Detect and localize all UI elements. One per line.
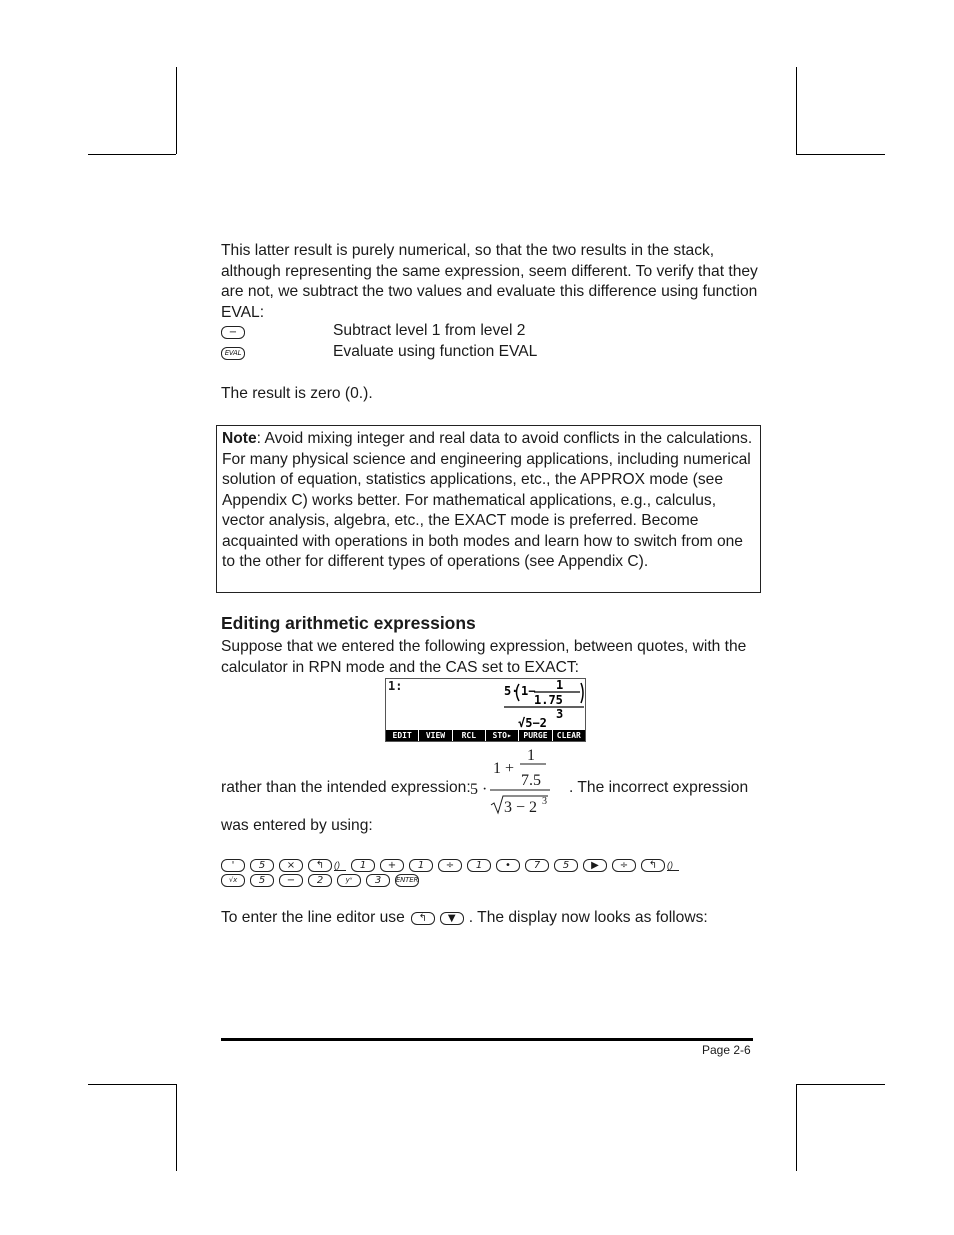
lcd-exp: 3	[556, 707, 564, 721]
intended-formula	[470, 744, 555, 819]
one-key-icon: 1	[409, 859, 433, 872]
parentheses-label-icon: ()	[334, 860, 346, 871]
softkey-menu	[386, 730, 585, 741]
line-editor-prefix: To enter the line editor use	[221, 909, 405, 926]
crop-mark	[796, 1084, 797, 1171]
note-text: : Avoid mixing integer and real data to avoid conflicts in the calculations. For many physical science and engineering applications, including numerical solution of equation, statistics applications, etc., the APPROX mode (see Appendix C) works better. For mathematical applications, e.g., calculus, vector analysis, algebra, etc., the EXACT mode is preferred. Become acquainted with operations in both modes and learn how to switch from one to the other for different types of operations (see Appendix C).	[222, 430, 753, 570]
down-arrow-key-icon: ▼	[440, 912, 464, 925]
footer-rule	[221, 1038, 753, 1041]
intended-suffix: . The incorrect expression	[569, 779, 749, 796]
power-key-icon: yˣ	[337, 874, 361, 887]
section-heading: Editing arithmetic expressions	[221, 613, 476, 633]
divide-key-icon: ÷	[438, 859, 462, 872]
crop-mark	[88, 1084, 176, 1085]
calculator-screen	[385, 678, 586, 742]
note-label: Note	[222, 430, 257, 447]
suppose-paragraph: Suppose that we entered the following expression, between quotes, with the calculator in RPN mode and the CAS set to EXACT:	[221, 638, 747, 676]
sqrt-key-icon: √x	[221, 874, 245, 887]
lcd-coef: 5·	[504, 684, 519, 698]
entered-by-text: was entered by using:	[221, 817, 373, 834]
key-sequence-row-2	[221, 872, 424, 888]
softkey-view[interactable]: VIEW	[419, 730, 451, 741]
three-key-icon: 3	[366, 874, 390, 887]
page-number: Page 2-6	[702, 1043, 751, 1057]
lcd-one: 1−	[521, 684, 536, 698]
step-subtract	[221, 322, 250, 342]
formula-coef: 5 ·	[470, 781, 488, 798]
line-editor-suffix: . The display now looks as follows:	[468, 909, 708, 926]
step-subtract-desc: Subtract level 1 from level 2	[333, 322, 526, 339]
left-shift-key-icon: ↰	[308, 859, 332, 872]
five-key-icon: 5	[554, 859, 578, 872]
softkey-clear[interactable]: CLEAR	[553, 730, 585, 741]
formula-frac-bot: 7.5	[521, 772, 541, 789]
note-box	[216, 425, 761, 593]
one-key-icon: 1	[351, 859, 375, 872]
five-key-icon: 5	[250, 859, 274, 872]
two-key-icon: 2	[308, 874, 332, 887]
line-editor-sentence	[221, 910, 708, 926]
result-text: The result is zero (0.).	[221, 385, 373, 402]
softkey-edit[interactable]: EDIT	[386, 730, 418, 741]
seven-key-icon: 7	[525, 859, 549, 872]
softkey-sto[interactable]: STO▸	[486, 730, 518, 741]
softkey-purge[interactable]: PURGE	[519, 730, 551, 741]
crop-mark	[796, 67, 797, 154]
key-sequence-row-1	[221, 857, 684, 873]
minus-key-icon: −	[221, 326, 245, 339]
multiply-key-icon: ×	[279, 859, 303, 872]
eval-key-icon: EVAL	[221, 347, 245, 360]
crop-mark	[176, 67, 177, 154]
formula-den-exp: 3	[542, 796, 547, 807]
crop-mark	[796, 154, 885, 155]
crop-mark	[176, 1084, 177, 1171]
five-key-icon: 5	[250, 874, 274, 887]
left-shift-key-icon: ↰	[641, 859, 665, 872]
lcd-bottom: √5−2	[518, 716, 547, 730]
step-eval	[221, 343, 250, 363]
intro-paragraph: This latter result is purely numerical, so that the two results in the stack, although representing the same expression, seem different. To verify that they are not, we subtract the two values and evaluate this difference using function EVAL:	[221, 242, 758, 321]
lcd-num: 1	[556, 679, 564, 692]
crop-mark	[88, 154, 176, 155]
left-shift-key-icon: ↰	[411, 912, 435, 925]
formula-frac-top: 1	[527, 747, 535, 764]
stack-level-label: 1:	[388, 679, 403, 693]
crop-mark	[796, 1084, 885, 1085]
lcd-expression	[386, 679, 585, 731]
right-arrow-key-icon: ▶	[583, 859, 607, 872]
parentheses-label-icon: ()	[667, 860, 679, 871]
enter-key-icon: ENTER	[395, 874, 419, 887]
intended-prefix: rather than the intended expression:	[221, 779, 471, 796]
softkey-rcl[interactable]: RCL	[453, 730, 485, 741]
formula-num-one: 1 +	[493, 760, 515, 777]
decimal-key-icon: •	[496, 859, 520, 872]
one-key-icon: 1	[467, 859, 491, 872]
divide-key-icon: ÷	[612, 859, 636, 872]
quote-key-icon: '	[221, 859, 245, 872]
formula-den: 3 − 2	[504, 799, 538, 816]
step-eval-desc: Evaluate using function EVAL	[333, 343, 538, 360]
minus-key-icon: −	[279, 874, 303, 887]
plus-key-icon: +	[380, 859, 404, 872]
lcd-den: 1.75	[534, 693, 563, 707]
